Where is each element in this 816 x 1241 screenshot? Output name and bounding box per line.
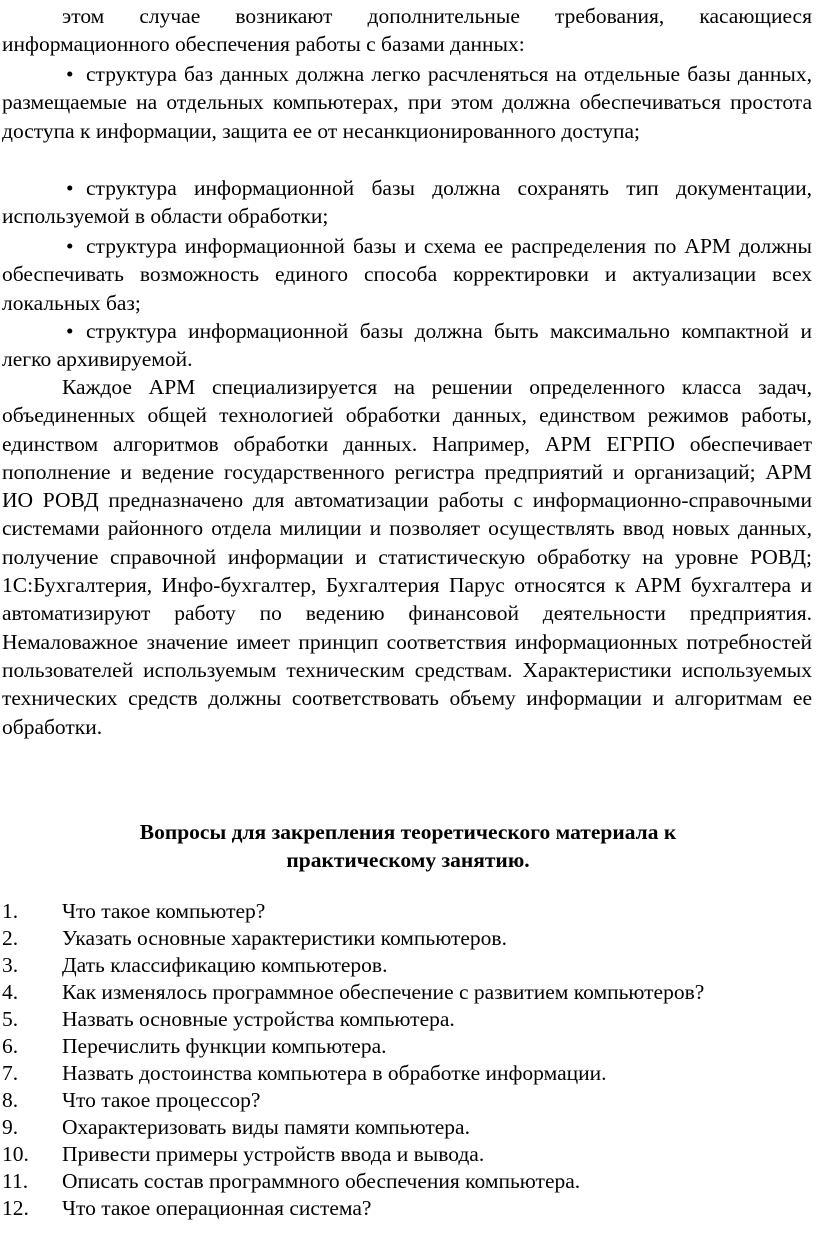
bullet-text: структура информационной базы должна быть максимально компактной и легко архивируемой. bbox=[2, 319, 812, 372]
question-text: Описать состав программного обеспечения компьютера. bbox=[62, 1169, 581, 1193]
main-paragraph: Каждое АРМ специализируется на решении определенного класса задач, объединенных общей технологией обработки данных, единством режимов работы, единством алгоритмов обработки данных. Например, АРМ ЕГРПО обеспечивает пополнение и ведение государственного регистра предприятий и организаций; АРМ ИО РОВД предназначено для автоматизации работы с информационно-справочными системами районного отдела милиции и позволяет осуществлять ввод новых данных, получение справочной информации и статистическую обработку на уровне РОВД; 1С:Бухгалтерия, Инфо-бухгалтер, Бухгалтерия Парус относятся к АРМ бухгалтера и автоматизируют работу по ведению финансовой деятельности предприятия. Немаловажное значение имеет принцип соответствия информационных потребностей пользователей используемым техническим средствам. Характеристики используемых технических средств должны соответствовать объему информации и алгоритмам ее обработки. bbox=[2, 375, 812, 739]
question-text: Что такое процессор? bbox=[62, 1088, 261, 1112]
bullet-text: структура баз данных должна легко расчленяться на отдельные базы данных, размещаемые на отдельных компьютерах, при этом должна обеспечиваться простота доступа к информации, защита ее от несанкционированного доступа; bbox=[2, 62, 812, 143]
bullet-text: структура информационной базы и схема ее распределения по АРМ должны обеспечивать возможность единого способа корректировки и актуализации всех локальных баз; bbox=[2, 234, 812, 315]
bullet-text: структура информационной базы должна сохранять тип документации, используемой в области обработки; bbox=[2, 176, 812, 229]
bullet-dot-icon: • bbox=[66, 62, 74, 86]
question-text: Назвать достоинства компьютера в обработке информации. bbox=[62, 1061, 607, 1085]
question-text: Привести примеры устройств ввода и вывода. bbox=[62, 1142, 485, 1166]
question-number: 12. bbox=[2, 1196, 29, 1220]
intro-paragraph: этом случае возникают дополнительные требования, касающиеся информационного обеспечения работы с базами данных: bbox=[2, 4, 812, 57]
question-text: Как изменялось программное обеспечение с развитием компьютеров? bbox=[62, 980, 705, 1004]
questions-heading-line1: Вопросы для закрепления теоретического материала к bbox=[139, 820, 677, 844]
question-number: 6. bbox=[2, 1034, 19, 1058]
question-text: Назвать основные устройства компьютера. bbox=[62, 1007, 455, 1031]
question-text: Перечислить функции компьютера. bbox=[62, 1034, 387, 1058]
bullet-item bbox=[2, 232, 812, 317]
question-number: 2. bbox=[2, 926, 19, 950]
bullet-dot-icon: • bbox=[66, 176, 74, 200]
question-number: 8. bbox=[2, 1088, 19, 1112]
question-number: 4. bbox=[2, 980, 19, 1004]
question-number: 3. bbox=[2, 953, 19, 977]
question-number: 9. bbox=[2, 1115, 19, 1139]
question-text: Охарактеризовать виды памяти компьютера. bbox=[62, 1115, 470, 1139]
question-number: 5. bbox=[2, 1007, 19, 1031]
bullet-item bbox=[2, 174, 812, 231]
bullet-item bbox=[2, 317, 812, 374]
questions-heading-line2: практическому занятию. bbox=[286, 848, 530, 872]
question-text: Что такое компьютер? bbox=[62, 899, 266, 923]
bullet-dot-icon: • bbox=[66, 234, 74, 258]
question-text: Указать основные характеристики компьютеров. bbox=[62, 926, 507, 950]
question-text: Дать классификацию компьютеров. bbox=[62, 953, 388, 977]
question-number: 10. bbox=[2, 1142, 29, 1166]
question-number: 7. bbox=[2, 1061, 19, 1085]
bullet-dot-icon: • bbox=[66, 319, 74, 343]
question-text: Что такое операционная система? bbox=[62, 1196, 372, 1220]
bullet-item bbox=[2, 60, 812, 145]
question-number: 1. bbox=[2, 899, 19, 923]
question-number: 11. bbox=[2, 1169, 29, 1193]
